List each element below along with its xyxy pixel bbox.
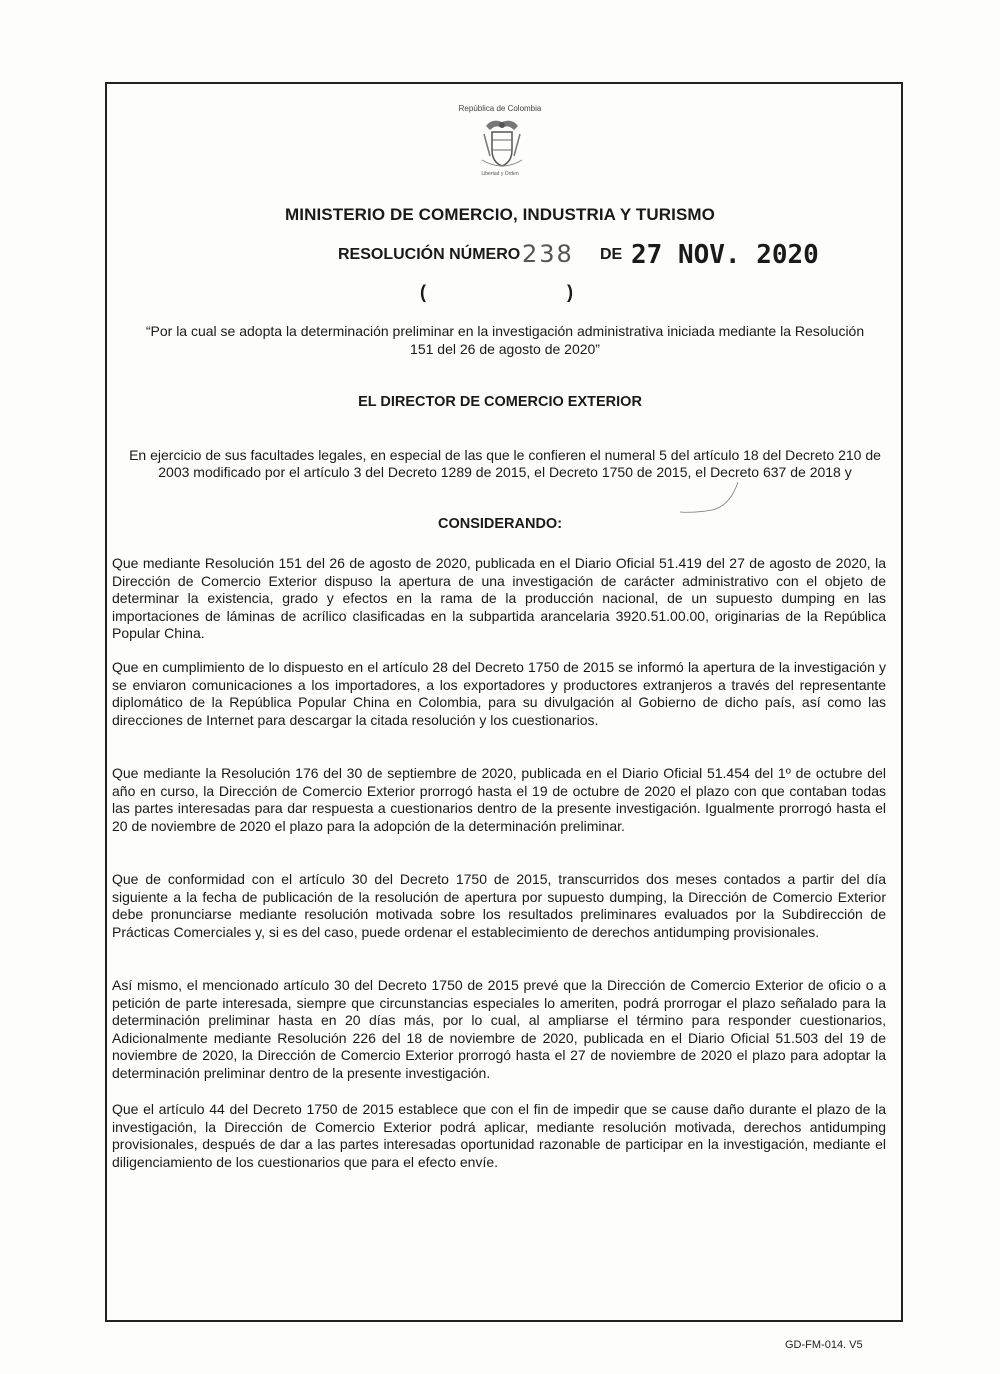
considering-paragraph: Que de conformidad con el artículo 30 del Decreto 1750 de 2015, transcurridos dos meses contados a partir del día siguiente a la fecha de publicación de la resolución de apertura por supuesto dumping, la Dirección de Comercio Exterior debe pronunciarse mediante resolución motivada sobre los resultados preliminares evaluados por la Subdirección de Prácticas Comerciales y, si es del caso, puede ordenar el establecimiento de derechos antidumping provisionales. bbox=[112, 871, 886, 940]
form-code: GD-FM-014. V5 bbox=[785, 1339, 863, 1351]
powers-paragraph: En ejercicio de sus facultades legales, en especial de las que le confieren el numeral 5 del artículo 18 del Decreto 210 de 2003 modificado por el artículo 3 del Decreto 1289 de 2015, el Decreto 1750 de 2015, el Decreto 637 de 2018 y bbox=[129, 447, 881, 480]
resolution-header bbox=[338, 240, 819, 270]
considering-paragraph: Que mediante Resolución 151 del 26 de agosto de 2020, publicada en el Diario Oficial 51.419 del 27 de agosto de 2020, la Dirección de Comercio Exterior dispuso la apertura de una investigación de carácter administrativo con el objeto de determinar la existencia, grado y efectos en la rama de la producción nacional, de un supuesto dumping en las importaciones de láminas de acrílico clasificadas en la subpartida arancelaria 3920.51.00.00, originarias de la República Popular China. bbox=[112, 555, 886, 641]
considering-paragraph: Que mediante la Resolución 176 del 30 de septiembre de 2020, publicada en el Diario Oficial 51.454 del 1º de octubre del año en curso, la Dirección de Comercio Exterior prorrogó hasta el 19 de octubre de 2020 el plazo con que contaban todas las partes interesadas para dar respuesta a cuestionarios dentro de la presente investigación. Igualmente prorrogó hasta el 20 de noviembre de 2020 el plazo para la adopción de la determinación preliminar. bbox=[112, 765, 886, 834]
coat-of-arms-icon bbox=[478, 116, 526, 174]
resolution-label: RESOLUCIÓN NÚMERO bbox=[338, 246, 521, 263]
motto-label: Libertad y Orden bbox=[481, 171, 519, 177]
pen-mark-icon bbox=[672, 480, 742, 520]
considering-paragraph: Que el artículo 44 del Decreto 1750 de 2015 establece que con el fin de impedir que se cause daño durante el plazo de la investigación, la Dirección de Comercio Exterior podrá aplicar, mediante resolución motivada, derechos antidumping provisionales, después de dar a las partes interesadas oportunidad razonable de participar en la investigación, mediante el diligenciamiento de los cuestionarios que para el efecto envíe. bbox=[112, 1101, 886, 1170]
resolution-subject: “Por la cual se adopta la determinación preliminar en la investigación administrativa iniciada mediante la Resolución 151 del 26 de agosto de 2020” bbox=[145, 323, 865, 357]
considering-paragraph: Así mismo, el mencionado artículo 30 del Decreto 1750 de 2015 prevé que la Dirección de Comercio Exterior de oficio o a petición de parte interesada, siempre que circunstancias especiales lo ameriten, podrá prorrogar el plazo señalado para la determinación preliminar hasta en 20 días más, por lo cual, al ampliarse el término para responder cuestionarios, Adicionalmente mediante Resolución 226 del 18 de noviembre de 2020, publicada en el Diario Oficial 51.503 del 19 de noviembre de 2020, la Dirección de Comercio Exterior prorrogó hasta el 27 de noviembre de 2020 el plazo para adoptar la determinación preliminar dentro de la presente investigación. bbox=[112, 977, 886, 1081]
republic-label: República de Colombia bbox=[458, 104, 542, 113]
considering-heading: CONSIDERANDO: bbox=[437, 516, 563, 532]
paren-close: ) bbox=[567, 282, 573, 302]
resolution-date-stamp: 27 NOV. 2020 bbox=[631, 240, 819, 270]
ministry-title: MINISTERIO DE COMERCIO, INDUSTRIA Y TURISMO bbox=[285, 205, 715, 224]
resolution-number: 238 bbox=[522, 240, 574, 268]
paren-open: ( bbox=[420, 282, 426, 302]
resolution-de-label: DE bbox=[600, 246, 623, 263]
considering-paragraph: Que en cumplimiento de lo dispuesto en el artículo 28 del Decreto 1750 de 2015 se informó la apertura de la investigación y se enviaron comunicaciones a los importadores, a los exportadores y productores extranjeros a través del representante diplomático de la República Popular China en Colombia, para su divulgación al Gobierno de dicho país, así como las direcciones de Internet para descargar la citada resolución y los cuestionarios. bbox=[112, 659, 886, 728]
director-heading: EL DIRECTOR DE COMERCIO EXTERIOR bbox=[358, 394, 642, 410]
